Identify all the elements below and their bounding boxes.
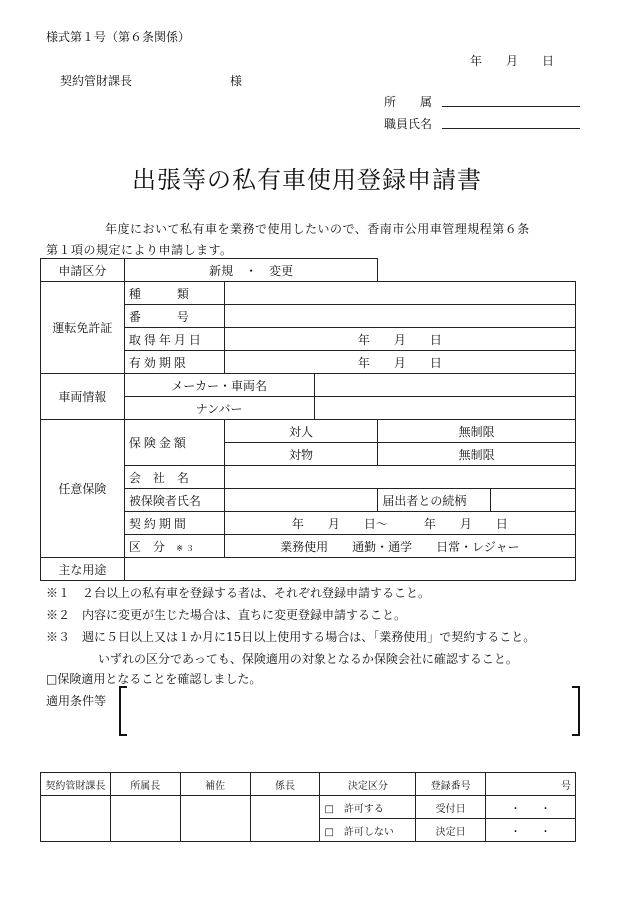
insurance-label: 任意保険 bbox=[41, 420, 125, 558]
license-label: 運転免許証 bbox=[41, 282, 125, 374]
person-label: 対人 bbox=[224, 420, 378, 443]
amount-label: 保険金額 bbox=[124, 420, 224, 466]
decided-label: 決定日 bbox=[416, 819, 486, 842]
period-label: 契約期間 bbox=[124, 512, 224, 535]
license-expiry-label: 有効期限 bbox=[124, 351, 224, 374]
approval-head-2: 所属長 bbox=[110, 773, 180, 796]
affiliation-field[interactable] bbox=[442, 92, 580, 107]
approval-head-4: 係長 bbox=[250, 773, 320, 796]
note-1: ※１ ２台以上の私有車を登録する者は、それぞれ登録申請すること。 bbox=[46, 586, 431, 600]
person-value[interactable]: 無制限 bbox=[378, 420, 576, 443]
addressee-honorific: 様 bbox=[230, 74, 243, 88]
stamp-cell-2[interactable] bbox=[110, 796, 180, 842]
note-3: ※３ 週に５日以上又は１か月に15日以上使用する場合は、「業務使用」で契約すること。 bbox=[46, 630, 536, 644]
license-date-field[interactable]: 年 月 日 bbox=[224, 328, 575, 351]
stamp-cell-3[interactable] bbox=[180, 796, 250, 842]
category-label-cell bbox=[124, 535, 224, 558]
license-date-label: 取得年月日 bbox=[124, 328, 224, 351]
license-expiry-field[interactable]: 年 月 日 bbox=[224, 351, 575, 374]
license-type-label: 種 類 bbox=[124, 282, 224, 305]
conditions-bracket-left bbox=[119, 686, 127, 736]
number-field[interactable] bbox=[314, 397, 575, 420]
intro-line-2: 第１項の規定により申請します。 bbox=[46, 243, 233, 257]
conditions-bracket-right bbox=[572, 686, 580, 736]
category-field[interactable]: 業務使用 通勤・通学 日常・レジャー bbox=[224, 535, 575, 558]
deny-option[interactable]: □ 許可しない bbox=[320, 819, 416, 842]
license-number-field[interactable] bbox=[224, 305, 575, 328]
license-type-field[interactable] bbox=[224, 282, 575, 305]
property-label: 対物 bbox=[224, 443, 378, 466]
number-label: ナンバー bbox=[124, 397, 314, 420]
affiliation-label: 所 属 bbox=[384, 95, 433, 109]
maker-label: メーカー・車両名 bbox=[124, 374, 314, 397]
relation-field[interactable] bbox=[491, 489, 576, 512]
insured-name-field[interactable] bbox=[224, 489, 378, 512]
vehicle-label: 車両情報 bbox=[41, 374, 125, 420]
conditions-field[interactable] bbox=[130, 688, 568, 732]
category-label: 区 分 bbox=[128, 539, 165, 554]
employee-name-label: 職員氏名 bbox=[384, 117, 433, 131]
license-number-label: 番 号 bbox=[124, 305, 224, 328]
insured-name-label: 被保険者氏名 bbox=[124, 489, 224, 512]
approval-head-6: 登録番号 bbox=[416, 773, 486, 796]
page-title: 出張等の私有車使用登録申請書 bbox=[132, 166, 482, 194]
conditions-label: 適用条件等 bbox=[46, 694, 107, 708]
relation-label: 届出者との続柄 bbox=[378, 489, 491, 512]
permit-option[interactable]: □ 許可する bbox=[320, 796, 416, 819]
note-2: ※２ 内容に変更が生じた場合は、直ちに変更登録申請すること。 bbox=[46, 608, 407, 622]
category-note-mark: ※３ bbox=[176, 543, 197, 553]
confirm-checkbox[interactable]: □保険適用となることを確認しました。 bbox=[46, 672, 262, 686]
app-type-label: 申請区分 bbox=[41, 259, 125, 282]
received-label: 受付日 bbox=[416, 796, 486, 819]
received-date[interactable]: ・ ・ bbox=[486, 796, 576, 819]
main-use-field[interactable] bbox=[124, 558, 575, 581]
stamp-cell-4[interactable] bbox=[250, 796, 320, 842]
date-line: 年 月 日 bbox=[470, 54, 555, 68]
decided-date[interactable]: ・ ・ bbox=[486, 819, 576, 842]
property-value[interactable]: 無制限 bbox=[378, 443, 576, 466]
approval-head-5: 決定区分 bbox=[320, 773, 416, 796]
period-field[interactable]: 年 月 日～ 年 月 日 bbox=[224, 512, 575, 535]
addressee: 契約管財課長 bbox=[60, 74, 133, 88]
company-label: 会 社 名 bbox=[124, 466, 224, 489]
maker-field[interactable] bbox=[314, 374, 575, 397]
company-field[interactable] bbox=[224, 466, 575, 489]
approval-head-7: 号 bbox=[486, 773, 576, 796]
stamp-cell-1[interactable] bbox=[41, 796, 111, 842]
form-number: 様式第１号（第６条関係） bbox=[46, 30, 191, 44]
approval-head-1: 契約管財課長 bbox=[41, 773, 111, 796]
application-table bbox=[40, 258, 576, 581]
app-type-value[interactable]: 新規 ・ 変更 bbox=[124, 259, 378, 282]
approval-head-3: 補佐 bbox=[180, 773, 250, 796]
intro-line-1: 年度において私有車を業務で使用したいので、香南市公用車管理規程第６条 bbox=[105, 222, 530, 236]
employee-name-field[interactable] bbox=[442, 114, 580, 129]
approval-table bbox=[40, 772, 576, 842]
main-use-label: 主な用途 bbox=[41, 558, 125, 581]
note-3-continued: いずれの区分であっても、保険適用の対象となるか保険会社に確認すること。 bbox=[98, 652, 518, 666]
